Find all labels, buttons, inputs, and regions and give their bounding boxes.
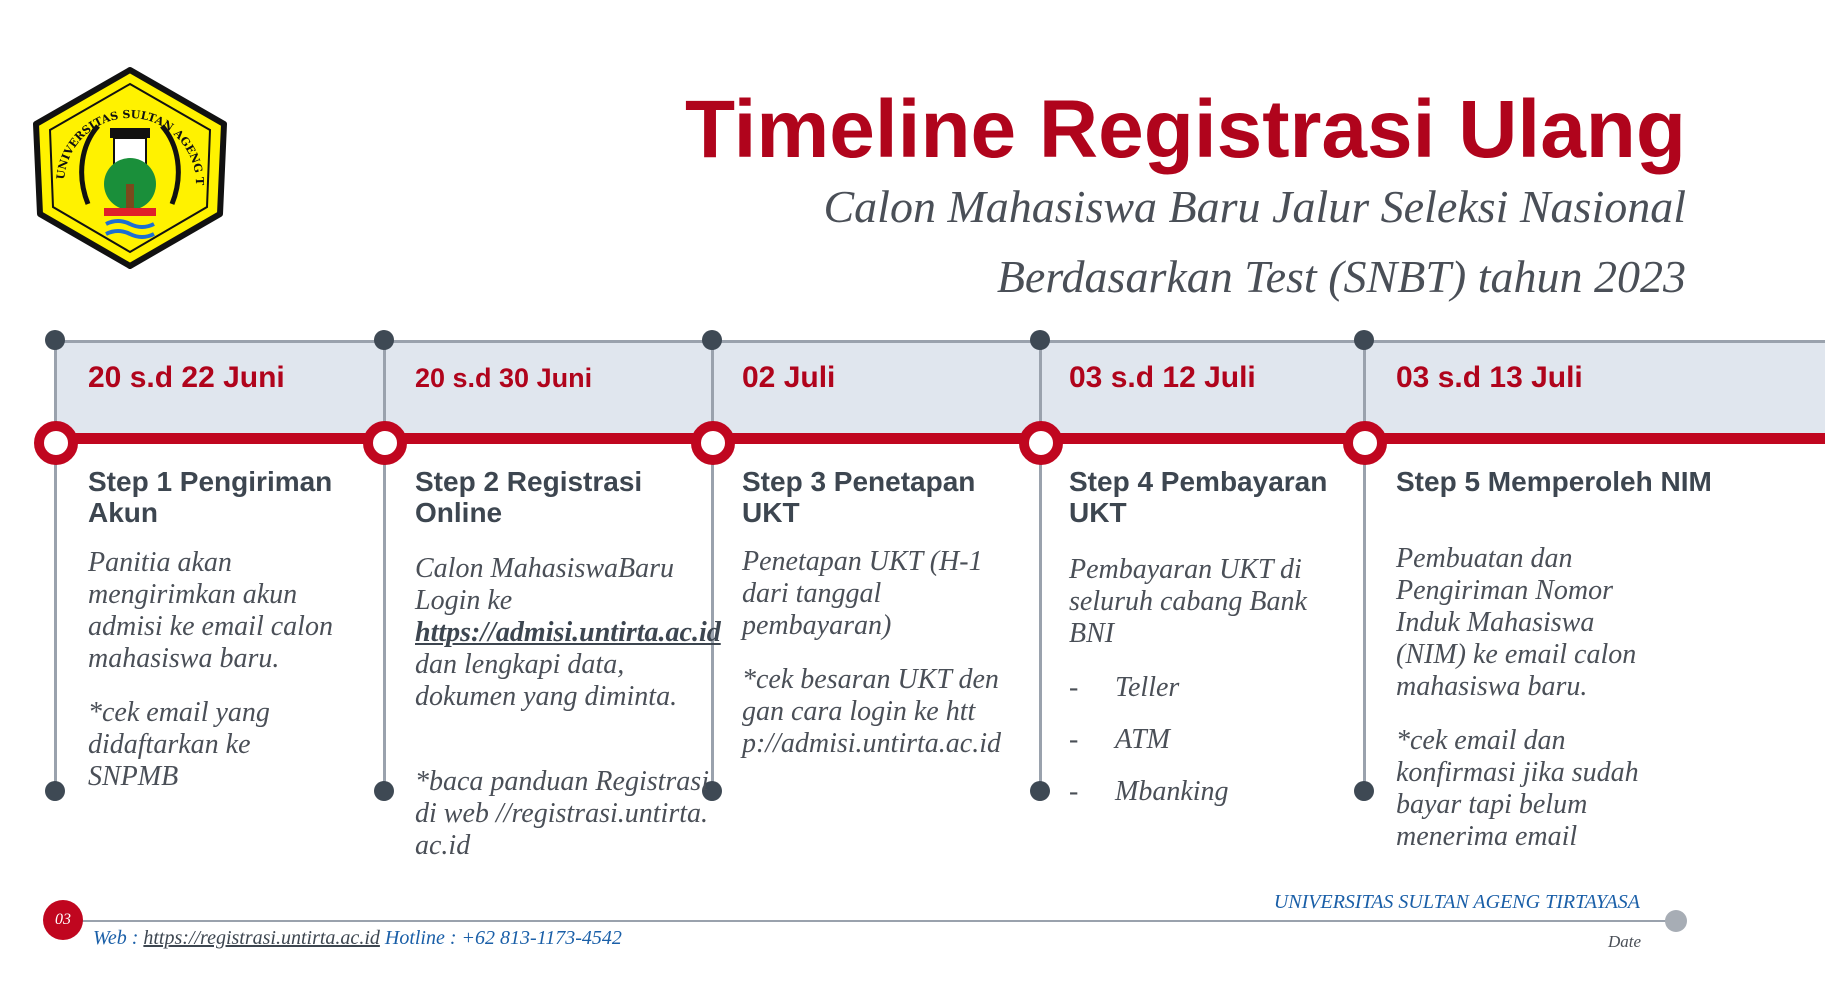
footer-contact (93, 926, 622, 950)
step-5-divider (1363, 341, 1366, 793)
step-4-top-dot (1030, 330, 1050, 350)
bullet-dash: - (1069, 724, 1079, 755)
hotline-label: Hotline : (384, 927, 457, 949)
bullet-dash: - (1069, 776, 1079, 807)
payment-option-label: ATM (1115, 724, 1170, 755)
university-logo (24, 64, 236, 272)
step-1-date: 20 s.d 22 Juni (88, 361, 285, 394)
step-4-divider (1039, 341, 1042, 793)
step-4-description: Pembayaran UKT di seluruh cabang Bank BNI (1069, 554, 1307, 649)
step-2-description (415, 553, 721, 713)
step-3-title: Step 3 Penetapan UKT (742, 466, 976, 528)
step-1-divider (54, 341, 57, 793)
step-4-marker (1019, 421, 1063, 465)
step-5-date: 03 s.d 13 Juli (1396, 361, 1583, 394)
page-title: Timeline Registrasi Ulang (684, 84, 1686, 175)
step-2-top-dot (374, 330, 394, 350)
step-4-title: Step 4 Pembayaran UKT (1069, 466, 1328, 528)
page-number-badge: 03 (43, 900, 83, 940)
step-2-marker (363, 421, 407, 465)
registrasi-web-link[interactable]: https://registrasi.untirta.ac.id (143, 927, 380, 949)
step-1-title: Step 1 Pengiriman Akun (88, 466, 333, 528)
step-5-marker (1343, 421, 1387, 465)
step-2-divider (383, 341, 386, 793)
step-1-note: *cek email yang didaftarkan ke SNPMB (88, 697, 270, 792)
logo-ring-text: UNIVERSITAS SULTAN AGENG T (54, 107, 207, 186)
step-2-title: Step 2 Registrasi Online (415, 466, 643, 528)
step-1-description: Panitia akan mengirimkan akun admisi ke email calon mahasiswa baru. (88, 547, 333, 674)
subtitle-line-2: Berdasarkan Test (SNBT) tahun 2023 (996, 251, 1686, 302)
payment-option-label: Teller (1115, 672, 1180, 703)
payment-option-teller (1069, 672, 1179, 704)
step-2-date: 20 s.d 30 Juni (415, 363, 593, 393)
payment-option-label: Mbanking (1115, 776, 1229, 807)
step-5-top-dot (1354, 330, 1374, 350)
step-2-description-pre: Calon MahasiswaBaru Login ke (415, 553, 675, 616)
step-3-description: Penetapan UKT (H-1 dari tanggal pembayaran) (742, 546, 983, 641)
payment-option-atm (1069, 724, 1170, 756)
step-1-marker (34, 421, 78, 465)
step-5-description: Pembuatan dan Pengiriman Nomor Induk Mahasiswa (NIM) ke email calon mahasiswa baru. (1396, 543, 1637, 702)
step-2-description-post: dan lengkapi data, dokumen yang diminta. (415, 649, 678, 712)
step-5-title: Step 5 Memperoleh NIM (1396, 466, 1712, 497)
step-3-marker (691, 421, 735, 465)
bullet-dash: - (1069, 672, 1079, 703)
footer-university-name: UNIVERSITAS SULTAN AGENG TIRTAYASA (1273, 891, 1640, 913)
step-5-note: *cek email dan konfirmasi jika sudah bayar tapi belum menerima email (1396, 725, 1639, 852)
step-4-date: 03 s.d 12 Juli (1069, 361, 1256, 394)
step-3-note: *cek besaran UKT dengan cara login ke http://admisi.untirta.ac.id (742, 664, 1001, 759)
step-2-bottom-dot (374, 781, 394, 801)
admisi-link[interactable]: https://admisi.untirta.ac.id (415, 617, 721, 648)
step-2-note: *baca panduan Registrasi di web //registrasi.untirta.ac.id (415, 766, 709, 861)
step-5-bottom-dot (1354, 781, 1374, 801)
step-1-top-dot (45, 330, 65, 350)
step-3-top-dot (702, 330, 722, 350)
payment-option-mbanking (1069, 776, 1229, 808)
timeline-top-line (56, 340, 1825, 343)
footer-line-endcap (1665, 910, 1687, 932)
hotline-number: +62 813-1173-4542 (461, 927, 622, 949)
step-1-bottom-dot (45, 781, 65, 801)
footer-line (80, 920, 1675, 922)
web-label: Web : (93, 927, 139, 949)
step-3-divider (711, 341, 714, 793)
step-3-date: 02 Juli (742, 361, 836, 394)
footer-date-label: Date (1608, 932, 1642, 951)
timeline-red-line (40, 433, 1825, 444)
subtitle-line-1: Calon Mahasiswa Baru Jalur Seleksi Nasional (823, 181, 1686, 232)
step-4-bottom-dot (1030, 781, 1050, 801)
